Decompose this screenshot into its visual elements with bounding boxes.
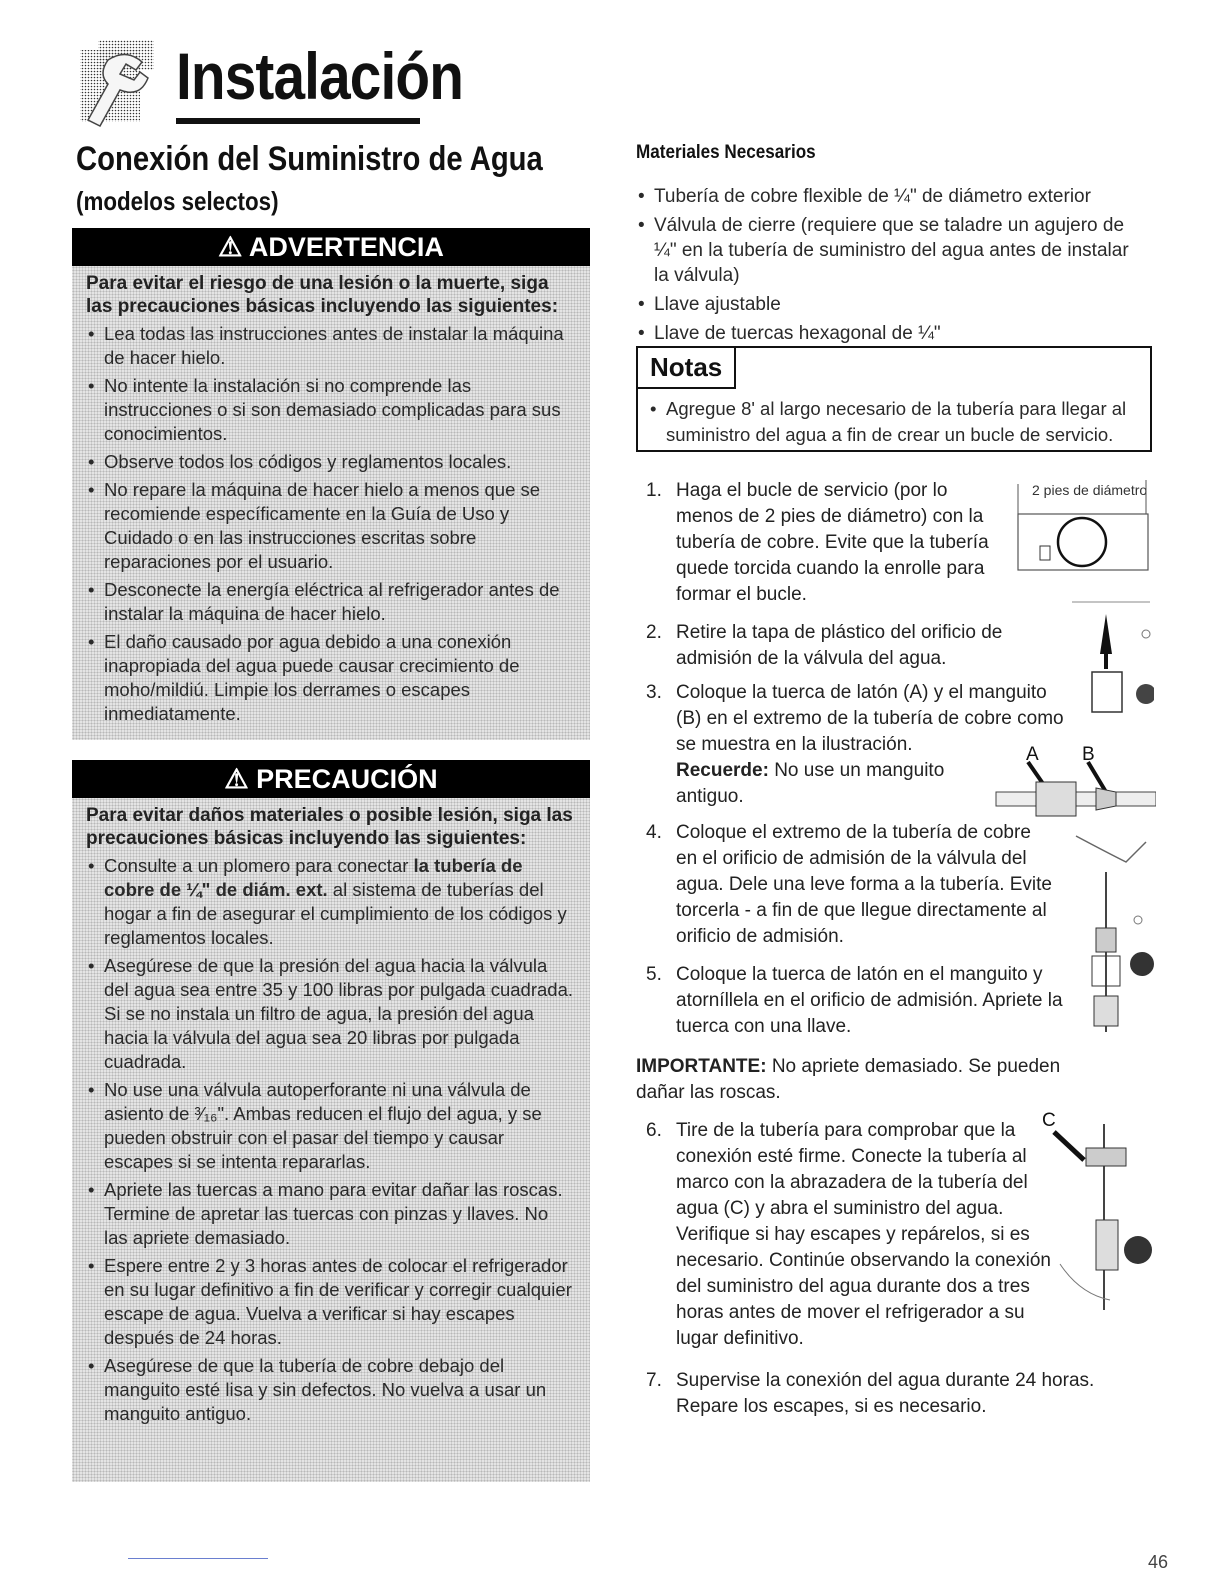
list-item: • No use una válvula autoperforante ni una válvula de asiento de ³⁄₁₆". Ambas reducen el flujo del agua, y se pueden obstruir con el pasar del tiempo y causar escapes si se intenta repararlas. bbox=[86, 1078, 576, 1174]
recuerde-label: Recuerde: bbox=[676, 760, 769, 781]
step-text: Haga el bucle de servicio (por lo menos de 2 pies de diámetro) con la tubería de cobre. Evite que la tubería quede torcida cuando la enrolle para formar el bucle. bbox=[676, 480, 989, 605]
label-b: B bbox=[1082, 744, 1095, 765]
recuerde-note bbox=[676, 758, 966, 810]
label-c: C bbox=[1042, 1110, 1056, 1131]
caution-triangle-icon: ⚠ bbox=[224, 764, 257, 794]
caution-body bbox=[72, 798, 590, 1482]
item-bold-text: la tubería de cobre de ¼" de diám. ext. bbox=[104, 855, 523, 900]
list-item: • Llave de tuercas hexagonal de ¼" bbox=[636, 321, 1148, 346]
importante-label: IMPORTANTE: bbox=[636, 1056, 767, 1077]
installation-wrench-icon bbox=[78, 40, 158, 130]
step-2 bbox=[646, 620, 1016, 672]
section-title: Conexión del Suministro de Agua bbox=[76, 140, 543, 178]
caution-intro: Para evitar daños materiales o posible lesión, siga las precauciones básicas incluyendo las siguientes: bbox=[86, 805, 573, 849]
list-item: • El daño causado por agua debido a una conexión inapropiada del agua puede causar crecimiento de moho/mildiú. Limpie los derrames o escapes inmediatamente. bbox=[86, 630, 576, 726]
step-number: 7. bbox=[646, 1370, 662, 1391]
warning-list bbox=[86, 322, 576, 726]
warning-triangle-icon: ⚠ bbox=[218, 232, 249, 262]
list-item: • Espere entre 2 y 3 horas antes de colocar el refrigerador en su lugar definitivo a fin de verificar y corregir cualquier escape de agua. Vuelva a verificar si hay escapes después de 24 horas. bbox=[86, 1254, 576, 1350]
tubing-valve-illustration bbox=[1066, 832, 1156, 1032]
list-item bbox=[86, 854, 576, 950]
warning-header bbox=[72, 228, 590, 266]
loop-label: 2 pies de diámetro bbox=[1032, 482, 1148, 498]
warning-heading: ADVERTENCIA bbox=[248, 232, 444, 262]
caution-heading: PRECAUCIÓN bbox=[256, 764, 438, 794]
step-text: Coloque el extremo de la tubería de cobre en el orificio de admisión de la válvula del agua. Dele una leve forma a la tubería. Evite torcerla - a fin de que llegue directamente al orificio de admisión. bbox=[676, 822, 1053, 947]
list-item: • Válvula de cierre (requiere que se taladre un agujero de ¼" en la tubería de suministro del agua antes de instalar la válvula) bbox=[636, 213, 1148, 288]
list-item: • Asegúrese de que la tubería de cobre debajo del manguito esté lisa y sin defectos. No vuelva a usar un manguito antiguo. bbox=[86, 1354, 576, 1426]
step-5 bbox=[646, 962, 1066, 1040]
materials-list bbox=[636, 184, 1148, 350]
list-item: • Observe todos los códigos y reglamentos locales. bbox=[86, 450, 576, 474]
notes-box bbox=[636, 346, 1152, 452]
step-text: Coloque la tuerca de latón (A) y el manguito (B) en el extremo de la tubería de cobre como se muestra en la ilustración. bbox=[676, 682, 1064, 755]
list-item: • Apriete las tuercas a mano para evitar dañar las roscas. Termine de apretar las tuercas con pinzas y llaves. No las apriete demasiado. bbox=[86, 1178, 576, 1250]
warning-intro: Para evitar el riesgo de una lesión o la muerte, siga las precauciones básicas incluyendo las siguientes: bbox=[86, 273, 559, 317]
notes-list bbox=[648, 396, 1142, 452]
list-item: • Lea todas las instrucciones antes de instalar la máquina de hacer hielo. bbox=[86, 322, 576, 370]
label-a: A bbox=[1026, 744, 1039, 765]
list-item: • Desconecte la energía eléctrica al refrigerador antes de instalar la máquina de hacer hielo. bbox=[86, 578, 576, 626]
valve-inlet-illustration bbox=[1062, 594, 1154, 714]
warning-body bbox=[72, 266, 590, 740]
item-text: Consulte a un plomero para conectar bbox=[104, 855, 414, 876]
step-number: 4. bbox=[646, 822, 662, 843]
step-text: Supervise la conexión del agua durante 24 horas. Repare los escapes, si es necesario. bbox=[676, 1370, 1095, 1417]
step-4 bbox=[646, 820, 1056, 950]
footer-rule bbox=[128, 1558, 268, 1559]
section-subtitle: (modelos selectos) bbox=[76, 186, 279, 216]
recuerde-text: No use un manguito antiguo. bbox=[676, 760, 945, 807]
warning-box bbox=[72, 228, 590, 740]
list-item: • Agregue 8' al largo necesario de la tubería para llegar al suministro del agua a fin de crear un bucle de servicio. bbox=[648, 396, 1142, 448]
list-item: • No repare la máquina de hacer hielo a menos que se recomiende específicamente en la Guía de Uso y Cuidado o en las instrucciones escritas sobre reparaciones por el usuario. bbox=[86, 478, 576, 574]
caution-header bbox=[72, 760, 590, 798]
step-number: 3. bbox=[646, 682, 662, 703]
page-number: 46 bbox=[1147, 1552, 1168, 1572]
service-loop-illustration bbox=[1012, 480, 1182, 580]
step-number: 6. bbox=[646, 1120, 662, 1141]
step-text: Retire la tapa de plástico del orificio de admisión de la válvula del agua. bbox=[676, 622, 1003, 669]
nut-sleeve-illustration bbox=[966, 736, 1156, 836]
importante-note bbox=[636, 1054, 1066, 1106]
step-number: 5. bbox=[646, 964, 662, 985]
item-text: al sistema de tuberías del hogar a fin de asegurar el cumplimiento de los códigos y reglamentos locales. bbox=[104, 879, 567, 948]
step-6 bbox=[646, 1118, 1066, 1352]
step-1 bbox=[646, 478, 994, 608]
notes-title: Notas bbox=[638, 348, 736, 389]
list-item: • Llave ajustable bbox=[636, 292, 1148, 317]
title-underline bbox=[176, 118, 420, 124]
step-text: Tire de la tubería para comprobar que la conexión esté firme. Conecte la tubería al marco con la abrazadera de la tubería del agua (C) y abra el suministro del agua. Verifique si hay escapes y repárelos, si es necesario. Continúe observando la conexión del suministro del agua durante dos a tres horas antes de mover el refrigerador a su lugar definitivo. bbox=[676, 1120, 1051, 1349]
caution-list bbox=[86, 854, 576, 1426]
page-title: Instalación bbox=[176, 39, 464, 113]
step-7 bbox=[646, 1368, 1156, 1420]
materials-title: Materiales Necesarios bbox=[636, 142, 816, 163]
importante-text: No apriete demasiado. Se pueden dañar las roscas. bbox=[636, 1056, 1061, 1103]
list-item: • Asegúrese de que la presión del agua hacia la válvula del agua sea entre 35 y 100 libras por pulgada cuadrada. Si se no instala un filtro de agua, la presión del agua hacia la válvula del agua sea 20 libras por pulgada cuadrada. bbox=[86, 954, 576, 1074]
list-item: • Tubería de cobre flexible de ¼" de diámetro exterior bbox=[636, 184, 1148, 209]
step-number: 1. bbox=[646, 480, 662, 501]
list-item: • No intente la instalación si no comprende las instrucciones o si son demasiado complicadas para sus conocimientos. bbox=[86, 374, 576, 446]
caution-box bbox=[72, 760, 590, 1482]
step-text: Coloque la tuerca de latón en el manguito y atorníllela en el orificio de admisión. Apriete la tuerca con una llave. bbox=[676, 964, 1063, 1037]
clamp-illustration bbox=[1040, 1104, 1156, 1310]
step-number: 2. bbox=[646, 622, 662, 643]
